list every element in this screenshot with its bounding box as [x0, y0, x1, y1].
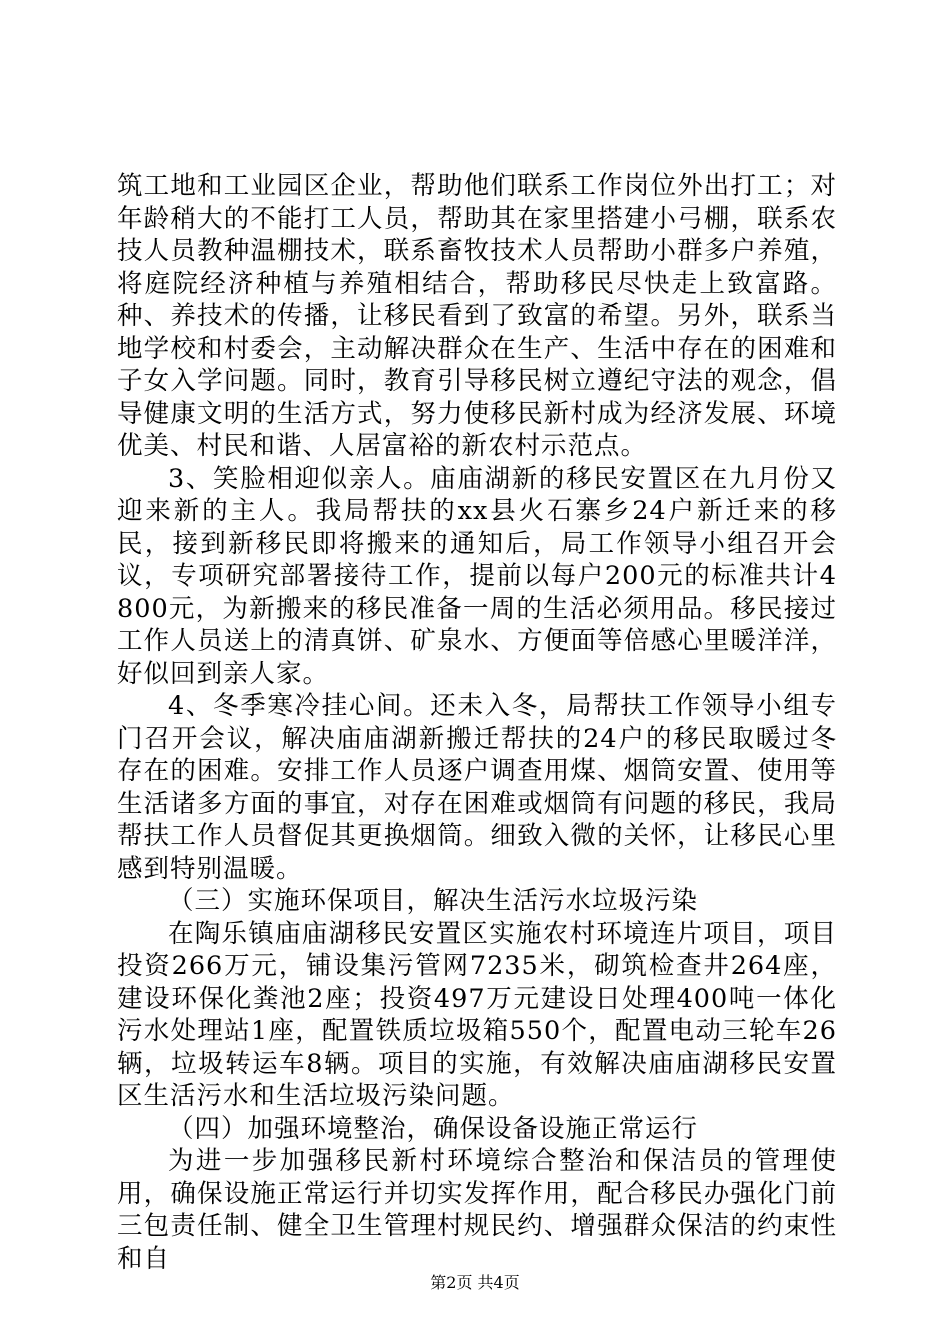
- section-heading-environmental-project: （三）实施环保项目，解决生活污水垃圾污染: [168, 886, 699, 916]
- paragraph-environmental-project: 在陶乐镇庙庙湖移民安置区实施农村环境连片项目，项目投资266万元，铺设集污管网7235米，砌筑检查井264座，建设环保化粪池2座；投资497万元建设日处理400吨一体化污水处理站1座，配置铁质垃圾箱550个，配置电动三轮车26辆，垃圾转运车8辆。项目的实施，有效解决庙庙湖移民安置区生活污水和生活垃圾污染问题。: [117, 918, 837, 1111]
- paragraph-environment-rectification: 为进一步加强移民新村环境综合整治和保洁员的管理使用，确保设施正常运行并切实发挥作用，配合移民办强化门前三包责任制、健全卫生管理村规民约、增强群众保洁的约束性和自: [117, 1146, 837, 1274]
- body-text: [117, 170, 837, 1275]
- paragraph-winter-care: 4、冬季寒冷挂心间。还未入冬，局帮扶工作领导小组专门召开会议，解决庙庙湖新搬迁帮扶的24户的移民取暖过冬存在的困难。安排工作人员逐户调查用煤、烟筒安置、使用等生活诸多方面的事宜，对存在困难或烟筒有问题的移民，我局帮扶工作人员督促其更换烟筒。细致入微的关怀，让移民心里感到特别温暖。: [117, 691, 837, 884]
- paragraph-smile-welcome: 3、笑脸相迎似亲人。庙庙湖新的移民安置区在九月份又迎来新的主人。我局帮扶的xx县火石寨乡24户新迁来的移民，接到新移民即将搬来的通知后，局工作领导小组召开会议，专项研究部署接待工作，提前以每户200元的标准共计4800元，为新搬来的移民准备一周的生活必须用品。移民接过工作人员送上的清真饼、矿泉水、方便面等倍感心里暖洋洋，好似回到亲人家。: [117, 463, 837, 689]
- paragraph: 筑工地和工业园区企业，帮助他们联系工作岗位外出打工；对年龄稍大的不能打工人员，帮助其在家里搭建小弓棚，联系农技人员教种温棚技术，联系畜牧技术人员帮助小群多户养殖，将庭院经济种植与养殖相结合，帮助移民尽快走上致富路。种、养技术的传播，让移民看到了致富的希望。另外，联系当地学校和村委会，主动解决群众在生产、生活中存在的困难和子女入学问题。同时，教育引导移民树立遵纪守法的观念，倡导健康文明的生活方式，努力使移民新村成为经济发展、环境优美、村民和谐、人居富裕的新农村示范点。: [117, 171, 837, 461]
- section-heading-environment-rectification: （四）加强环境整治，确保设备设施正常运行: [168, 1113, 699, 1144]
- page-number-footer: 第2页 共4页: [430, 1273, 520, 1292]
